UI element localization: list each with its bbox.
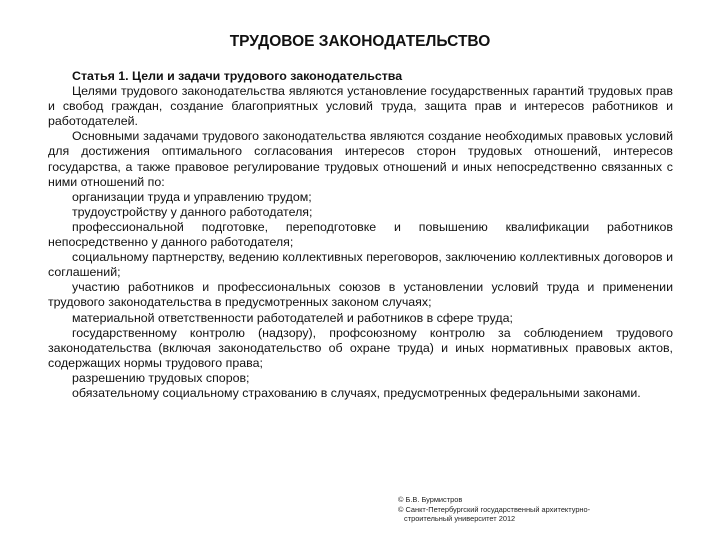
copyright-university: © Санкт-Петербургский государственный архитектурно- — [398, 504, 591, 514]
copyright-author: © Б.В. Бурмистров — [398, 495, 463, 504]
list-item: участию работников и профессиональных союзов в установлении условий труда и применении трудового законодательства в предусмотренных законом случаях; — [48, 280, 673, 310]
list-item: организации труда и управлению трудом; — [72, 189, 312, 204]
copyright-footer — [398, 495, 590, 524]
list-item: разрешению трудовых споров; — [72, 370, 250, 385]
list-item: материальной ответственности работодателей и работников в сфере труда; — [72, 310, 513, 325]
list-item: профессиональной подготовке, переподготовке и повышению квалификации работников непосредственно у данного работодателя; — [48, 219, 673, 250]
paragraph-goals: Целями трудового законодательства являются установление государственных гарантий трудовых прав и свобод граждан, создание благоприятных условий труда, защита прав и интересов работников и работодателей. — [48, 84, 673, 129]
document-title: ТРУДОВОЕ ЗАКОНОДАТЕЛЬСТВО — [229, 33, 491, 50]
list-item: государственному контролю (надзору), профсоюзному контролю за соблюдением трудового законодательства (включая законодательство об охране труда) и иных нормативных правовых актов, содержащих нормы трудового права; — [48, 325, 673, 370]
article-heading: Статья 1. Цели и задачи трудового законодательства — [72, 69, 403, 83]
list-item: социальному партнерству, ведению коллективных переговоров, заключению коллективных договоров и соглашений; — [48, 250, 673, 280]
copyright-university-cont: строительный университет 2012 — [404, 514, 516, 524]
list-item: трудоустройству у данного работодателя; — [72, 204, 313, 219]
list-item: обязательному социальному страхованию в случаях, предусмотренных федеральными законами. — [72, 385, 641, 400]
document-body — [48, 69, 673, 401]
paragraph-tasks: Основными задачами трудового законодательства являются создание необходимых правовых условий для достижения оптимального согласования интересов сторон трудовых отношений, интересов государства, а также правовое регулирование трудовых отношений и иных непосредственно связанных с ними отношений по: — [48, 129, 673, 189]
